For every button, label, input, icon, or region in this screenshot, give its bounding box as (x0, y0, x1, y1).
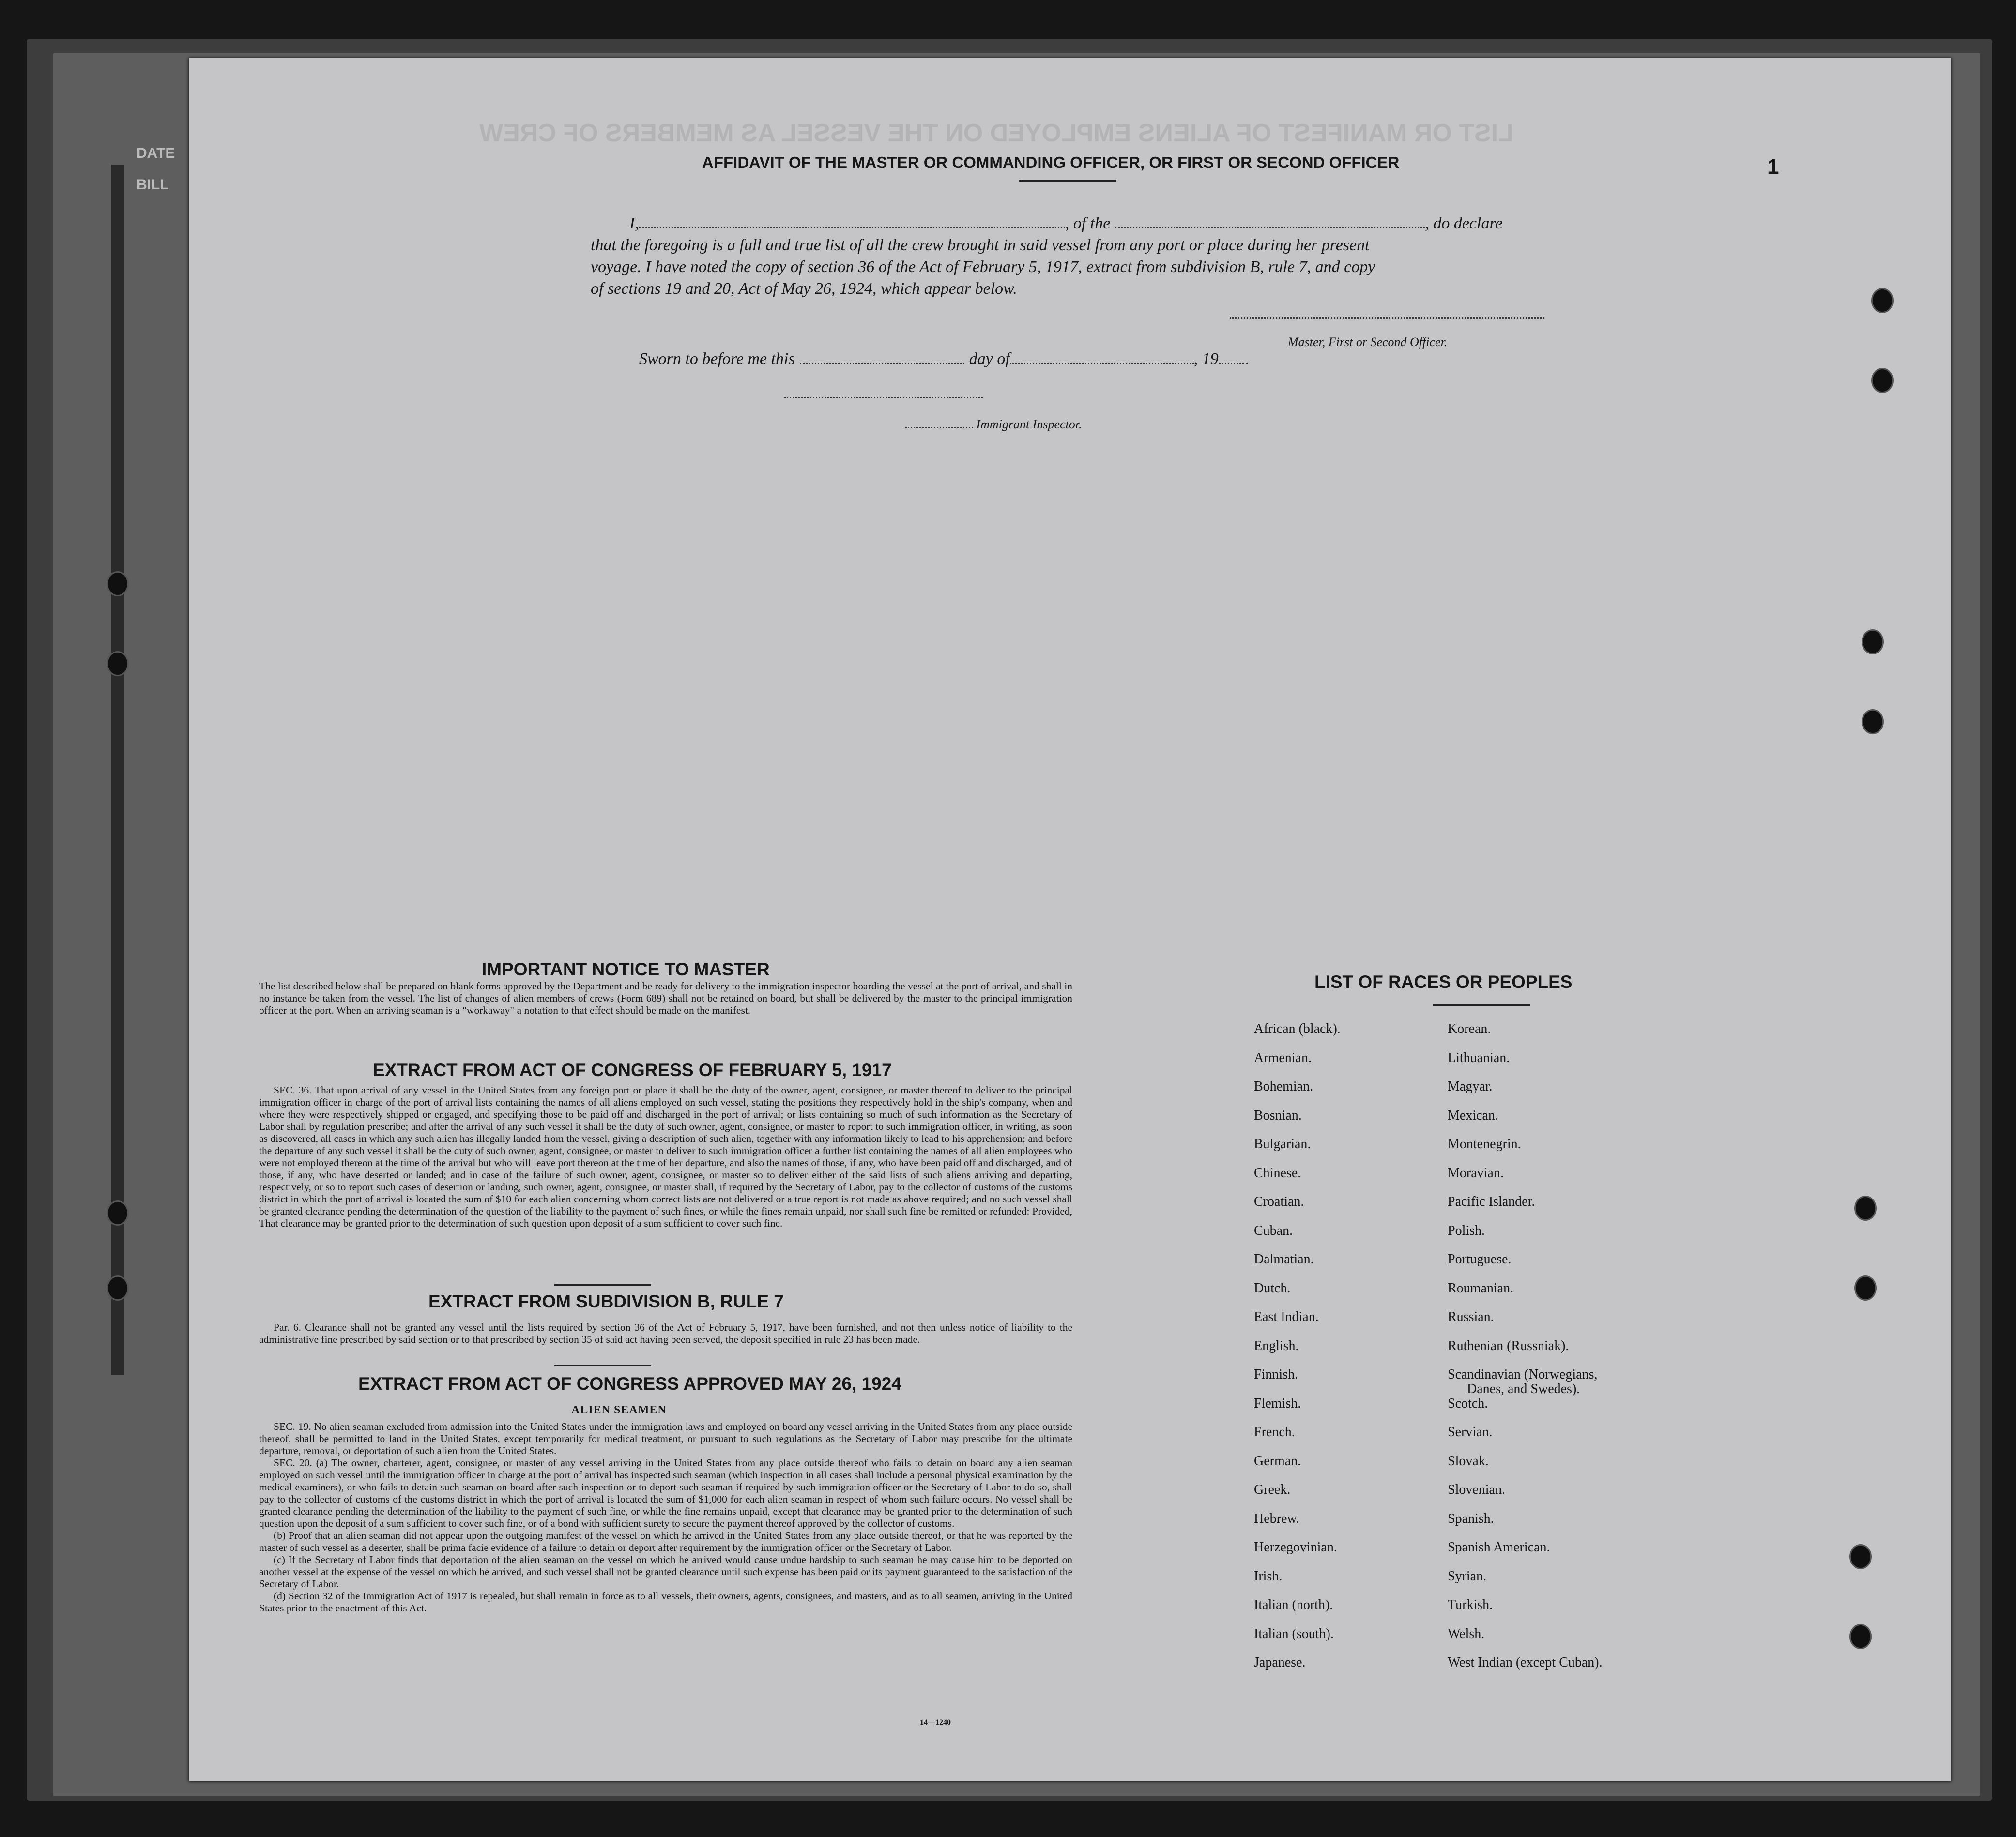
notice-title: IMPORTANT NOTICE TO MASTER (482, 959, 770, 979)
race-item: Portuguese. (1448, 1252, 1512, 1267)
binder-hole (107, 571, 129, 596)
extract-1924-text (259, 1421, 1072, 1614)
race-item: Russian. (1448, 1309, 1494, 1324)
race-item: Servian. (1448, 1425, 1493, 1440)
race-item: Magyar. (1448, 1079, 1493, 1094)
race-item: Pacific Islander. (1448, 1194, 1535, 1209)
section-20c-text: (c) If the Secretary of Labor finds that deportation of the alien seaman on the vessel on which he arrived would cause undue hardship to such seaman he may cause him to be deported on another vessel at the expense of the vessel on which he arrived, and such vessel shall not be granted clearance until such expense has been paid or its payment guaranteed to the satisfaction of the Secretary of Labor. (259, 1554, 1072, 1590)
race-item: Slovenian. (1448, 1482, 1505, 1497)
race-item: Slovak. (1448, 1453, 1489, 1469)
extract-rule7-title: EXTRACT FROM SUBDIVISION B, RULE 7 (428, 1291, 784, 1311)
extract-1917-text (259, 1084, 1072, 1230)
extract-1924-title: EXTRACT FROM ACT OF CONGRESS APPROVED MAY 26, 1924 (358, 1374, 901, 1394)
race-item: Scandinavian (Norwegians, (1448, 1367, 1598, 1382)
race-item: Mexican. (1448, 1108, 1498, 1123)
race-item: Greek. (1254, 1482, 1291, 1497)
section-20b-text: (b) Proof that an alien seaman did not appear upon the outgoing manifest of the vessel on which he arrived in the United States from any place outside thereof, or that he was reported by the master of such vessel as a deserter, shall be prima facie evidence of a failure to detain or deport after requirement by the immigration officer or the Secretary of Labor. (259, 1530, 1072, 1553)
side-label-date: DATE (137, 145, 175, 161)
of-the-text: , of the (1065, 214, 1111, 232)
declaration-line-1 (629, 213, 1503, 234)
declaration-line-4: of sections 19 and 20, Act of May 26, 1924, which appear below. (591, 280, 1017, 298)
race-item: African (black). (1254, 1021, 1341, 1036)
binder-hole (1854, 1196, 1877, 1221)
master-signature-line[interactable] (1230, 317, 1544, 319)
race-item: Welsh. (1448, 1626, 1485, 1641)
binder-hole (1849, 1544, 1872, 1569)
race-item: Turkish. (1448, 1597, 1493, 1612)
sworn-day-blank[interactable] (800, 363, 964, 364)
extract-rule7-text (259, 1321, 1072, 1346)
race-item: Croatian. (1254, 1194, 1304, 1209)
races-rule (1433, 1004, 1530, 1006)
race-item: Bulgarian. (1254, 1137, 1311, 1152)
master-signature-caption: Master, First or Second Officer. (1288, 335, 1448, 349)
sworn-text: Sworn to before me this (639, 350, 795, 368)
race-item: Ruthenian (Russniak). (1448, 1338, 1569, 1353)
declaration-line-3: voyage. I have noted the copy of section 36 of the Act of February 5, 1917, extract from subdivision B, rule 7, and copy (591, 258, 1375, 276)
inspector-caption (905, 414, 1082, 435)
affidavit-title: AFFIDAVIT OF THE MASTER OR COMMANDING OFFICER, OR FIRST OR SECOND OFFICER (702, 153, 1400, 171)
sworn-month-blank[interactable] (1010, 363, 1194, 364)
race-item: Spanish. (1448, 1511, 1494, 1526)
binder-hole (107, 1275, 129, 1301)
race-item: Finnish. (1254, 1367, 1298, 1382)
inspector-lead-dots (905, 427, 973, 428)
binder-hole (1854, 1275, 1877, 1301)
page-mark: 1 (1767, 155, 1779, 179)
race-item: Armenian. (1254, 1050, 1312, 1065)
form-number: 14—1240 (920, 1718, 951, 1727)
declaration-line-2: that the foregoing is a full and true list of all the crew brought in said vessel from any port or place during her present (591, 236, 1370, 254)
race-item: Montenegrin. (1448, 1137, 1521, 1152)
race-item: Italian (north). (1254, 1597, 1333, 1612)
alien-seamen-subtitle: ALIEN SEAMEN (571, 1404, 667, 1416)
binder-hole (1871, 368, 1894, 393)
title-rule (1019, 180, 1116, 182)
race-item: Irish. (1254, 1568, 1283, 1584)
affiant-name-blank[interactable] (639, 227, 1065, 228)
race-item: French. (1254, 1425, 1295, 1440)
race-item: East Indian. (1254, 1309, 1319, 1324)
year-text: , 19 (1193, 350, 1219, 368)
vessel-name-blank[interactable] (1115, 227, 1425, 228)
binding-strip (111, 165, 124, 1375)
race-item: Bosnian. (1254, 1108, 1302, 1123)
bleed-through-title: LIST OR MANIFEST OF ALIENS EMPLOYED ON THE VESSEL AS MEMBERS OF CREW (479, 119, 1513, 147)
race-item: Chinese. (1254, 1165, 1301, 1181)
race-item: Italian (south). (1254, 1626, 1334, 1641)
race-item: Polish. (1448, 1223, 1485, 1238)
manifest-page (189, 58, 1951, 1781)
binder-hole (1862, 629, 1884, 654)
extract-1917-title: EXTRACT FROM ACT OF CONGRESS OF FEBRUARY 5, 1917 (373, 1060, 892, 1080)
race-item: Korean. (1448, 1021, 1491, 1036)
race-item: Cuban. (1254, 1223, 1293, 1238)
race-item: Dutch. (1254, 1280, 1291, 1296)
side-label-bill: BILL (137, 177, 169, 193)
race-item: Herzegovinian. (1254, 1540, 1337, 1555)
divider-rule (554, 1365, 651, 1366)
notice-text: The list described below shall be prepared on blank forms approved by the Department and be ready for delivery to the immigration inspector boarding the vessel at the port of arrival, and shall in no instance be taken from the vessel. The list of changes of alien members of crews (Form 689) shall not be retained on board, but shall be delivered by the master to the principal immigration officer at the port. When an arriving seaman is a "workaway" a notation to that effect should be made on the manifest. (259, 980, 1072, 1016)
race-item: Hebrew. (1254, 1511, 1299, 1526)
inspector-label: Immigrant Inspector. (976, 417, 1082, 431)
day-of-text: day of (969, 350, 1010, 368)
race-item: Dalmatian. (1254, 1252, 1314, 1267)
race-item: Japanese. (1254, 1655, 1306, 1670)
do-declare-text: , do declare (1425, 214, 1503, 232)
race-item: Syrian. (1448, 1568, 1487, 1584)
binder-hole (1849, 1624, 1872, 1649)
par-6-text: Par. 6. Clearance shall not be granted any vessel until the lists required by section 36 of the Act of February 5, 1917, have been furnished, and not then unless notice of liability to the administrative fine prescribed by said section or to that prescribed by section 35 of said act having been served, the deposit specified in rule 23 has been made. (259, 1321, 1072, 1345)
race-item: West Indian (except Cuban). (1448, 1655, 1603, 1670)
affiant-prefix: I, (629, 214, 639, 232)
race-item: English. (1254, 1338, 1299, 1353)
race-item: Spanish American. (1448, 1540, 1550, 1555)
section-36-text: SEC. 36. That upon arrival of any vessel in the United States from any foreign port or place it shall be the duty of the owner, agent, consignee, or master thereof to deliver to the principal immigration officer in charge of the port of arrival lists containing the names of all aliens employed on such vessel, stating the positions they respectively hold in the ship's company, when and where they were respectively shipped or engaged, and specifying those to be paid off and discharged in the port of arrival; or lists containing so much of such information as the Secretary of Labor shall by regulation prescribe; and after the arrival of any such vessel it shall be the duty of such owner, agent, consignee, or master to report to such immigration officer, in writing, as soon as discovered, all cases in which any such alien has illegally landed from the vessel, giving a description of such alien, together with any information likely to lead to his apprehension; and before the departure of any such vessel it shall be the duty of such owner, agent, consignee, or master to deliver to such immigration officer a further list containing the names of all alien employees who were not employed thereon at the time of the arrival but who will leave port thereon at the time of her departure, and also the names of those, if any, who have been paid off and discharged, and of those, if any, who have deserted or landed; and in case of the failure of such owner, agent, consignee, or master so to deliver either of the said lists of such aliens arriving and departing, respectively, or so to report such cases of desertion or landing, such owner, agent, consignee, or master shall, if required by the Secretary of Labor, pay to the collector of customs of the customs district in which the port of arrival is located the sum of $10 for each alien concerning whom correct lists are not delivered or a true report is not made as above required; and no such vessel shall be granted clearance pending the determination of the question of the liability to the payment of such fines, or while the fines remain unpaid, nor shall such fine be remitted or refunded: Provided, That clearance may be granted prior to the determination of such question upon deposit of a sum sufficient to cover such fine. (259, 1084, 1072, 1229)
section-20d-text: (d) Section 32 of the Immigration Act of 1917 is repealed, but shall remain in force as to all vessels, their owners, agents, consignees, and masters, and as to all seamen, arriving in the United States prior to the enactment of this Act. (259, 1590, 1072, 1614)
sworn-year-blank[interactable] (1219, 363, 1248, 364)
binder-hole (107, 651, 129, 676)
sworn-line (639, 349, 1248, 370)
section-19-text: SEC. 19. No alien seaman excluded from admission into the United States under the immigration laws and employed on board any vessel arriving in the United States from any place outside thereof, shall be permitted to land in the United States, except temporarily for medical treatment, or pursuant to such regulations as the Secretary of Labor may prescribe for the ultimate departure, removal, or deportation of such alien from the United States. (259, 1421, 1072, 1457)
binder-hole (1871, 288, 1894, 313)
divider-rule (554, 1284, 651, 1286)
race-item: Roumanian. (1448, 1280, 1514, 1296)
race-item: Bohemian. (1254, 1079, 1313, 1094)
race-item: Flemish. (1254, 1396, 1301, 1411)
section-20a-text: SEC. 20. (a) The owner, charterer, agent, consignee, or master of any vessel arriving in the United States from any place outside thereof who fails to detain on board any alien seaman employed on such vessel until the immigration officer in charge at the port of arrival has inspected such seaman (which inspection in all cases shall include a personal physical examination by the medical examiners), or who fails to detain such seaman on board after such inspection or to deport such seaman if required by such immigration officer or the Secretary of Labor to do so, shall pay to the collector of customs of the customs district in which the port of arrival is located the sum of $1,000 for each alien seaman in respect of whom such failure occurs. No vessel shall be granted clearance pending the determination of the liability to the payment of such fine, or while the fine remains unpaid, except that clearance may be granted prior to the determination of such question upon the deposit of a sum sufficient to cover such fine, or of a bond with sufficient surety to secure the payment thereof approved by the collector of customs. (259, 1457, 1072, 1529)
races-title: LIST OF RACES OR PEOPLES (1314, 972, 1573, 992)
race-item: Lithuanian. (1448, 1050, 1510, 1065)
inspector-signature-line[interactable] (784, 397, 983, 398)
race-item: Danes, and Swedes). (1467, 1382, 1580, 1397)
binder-hole (1862, 709, 1884, 734)
race-item: German. (1254, 1453, 1301, 1469)
race-item: Moravian. (1448, 1165, 1504, 1181)
binder-hole (107, 1200, 129, 1226)
race-item: Scotch. (1448, 1396, 1488, 1411)
